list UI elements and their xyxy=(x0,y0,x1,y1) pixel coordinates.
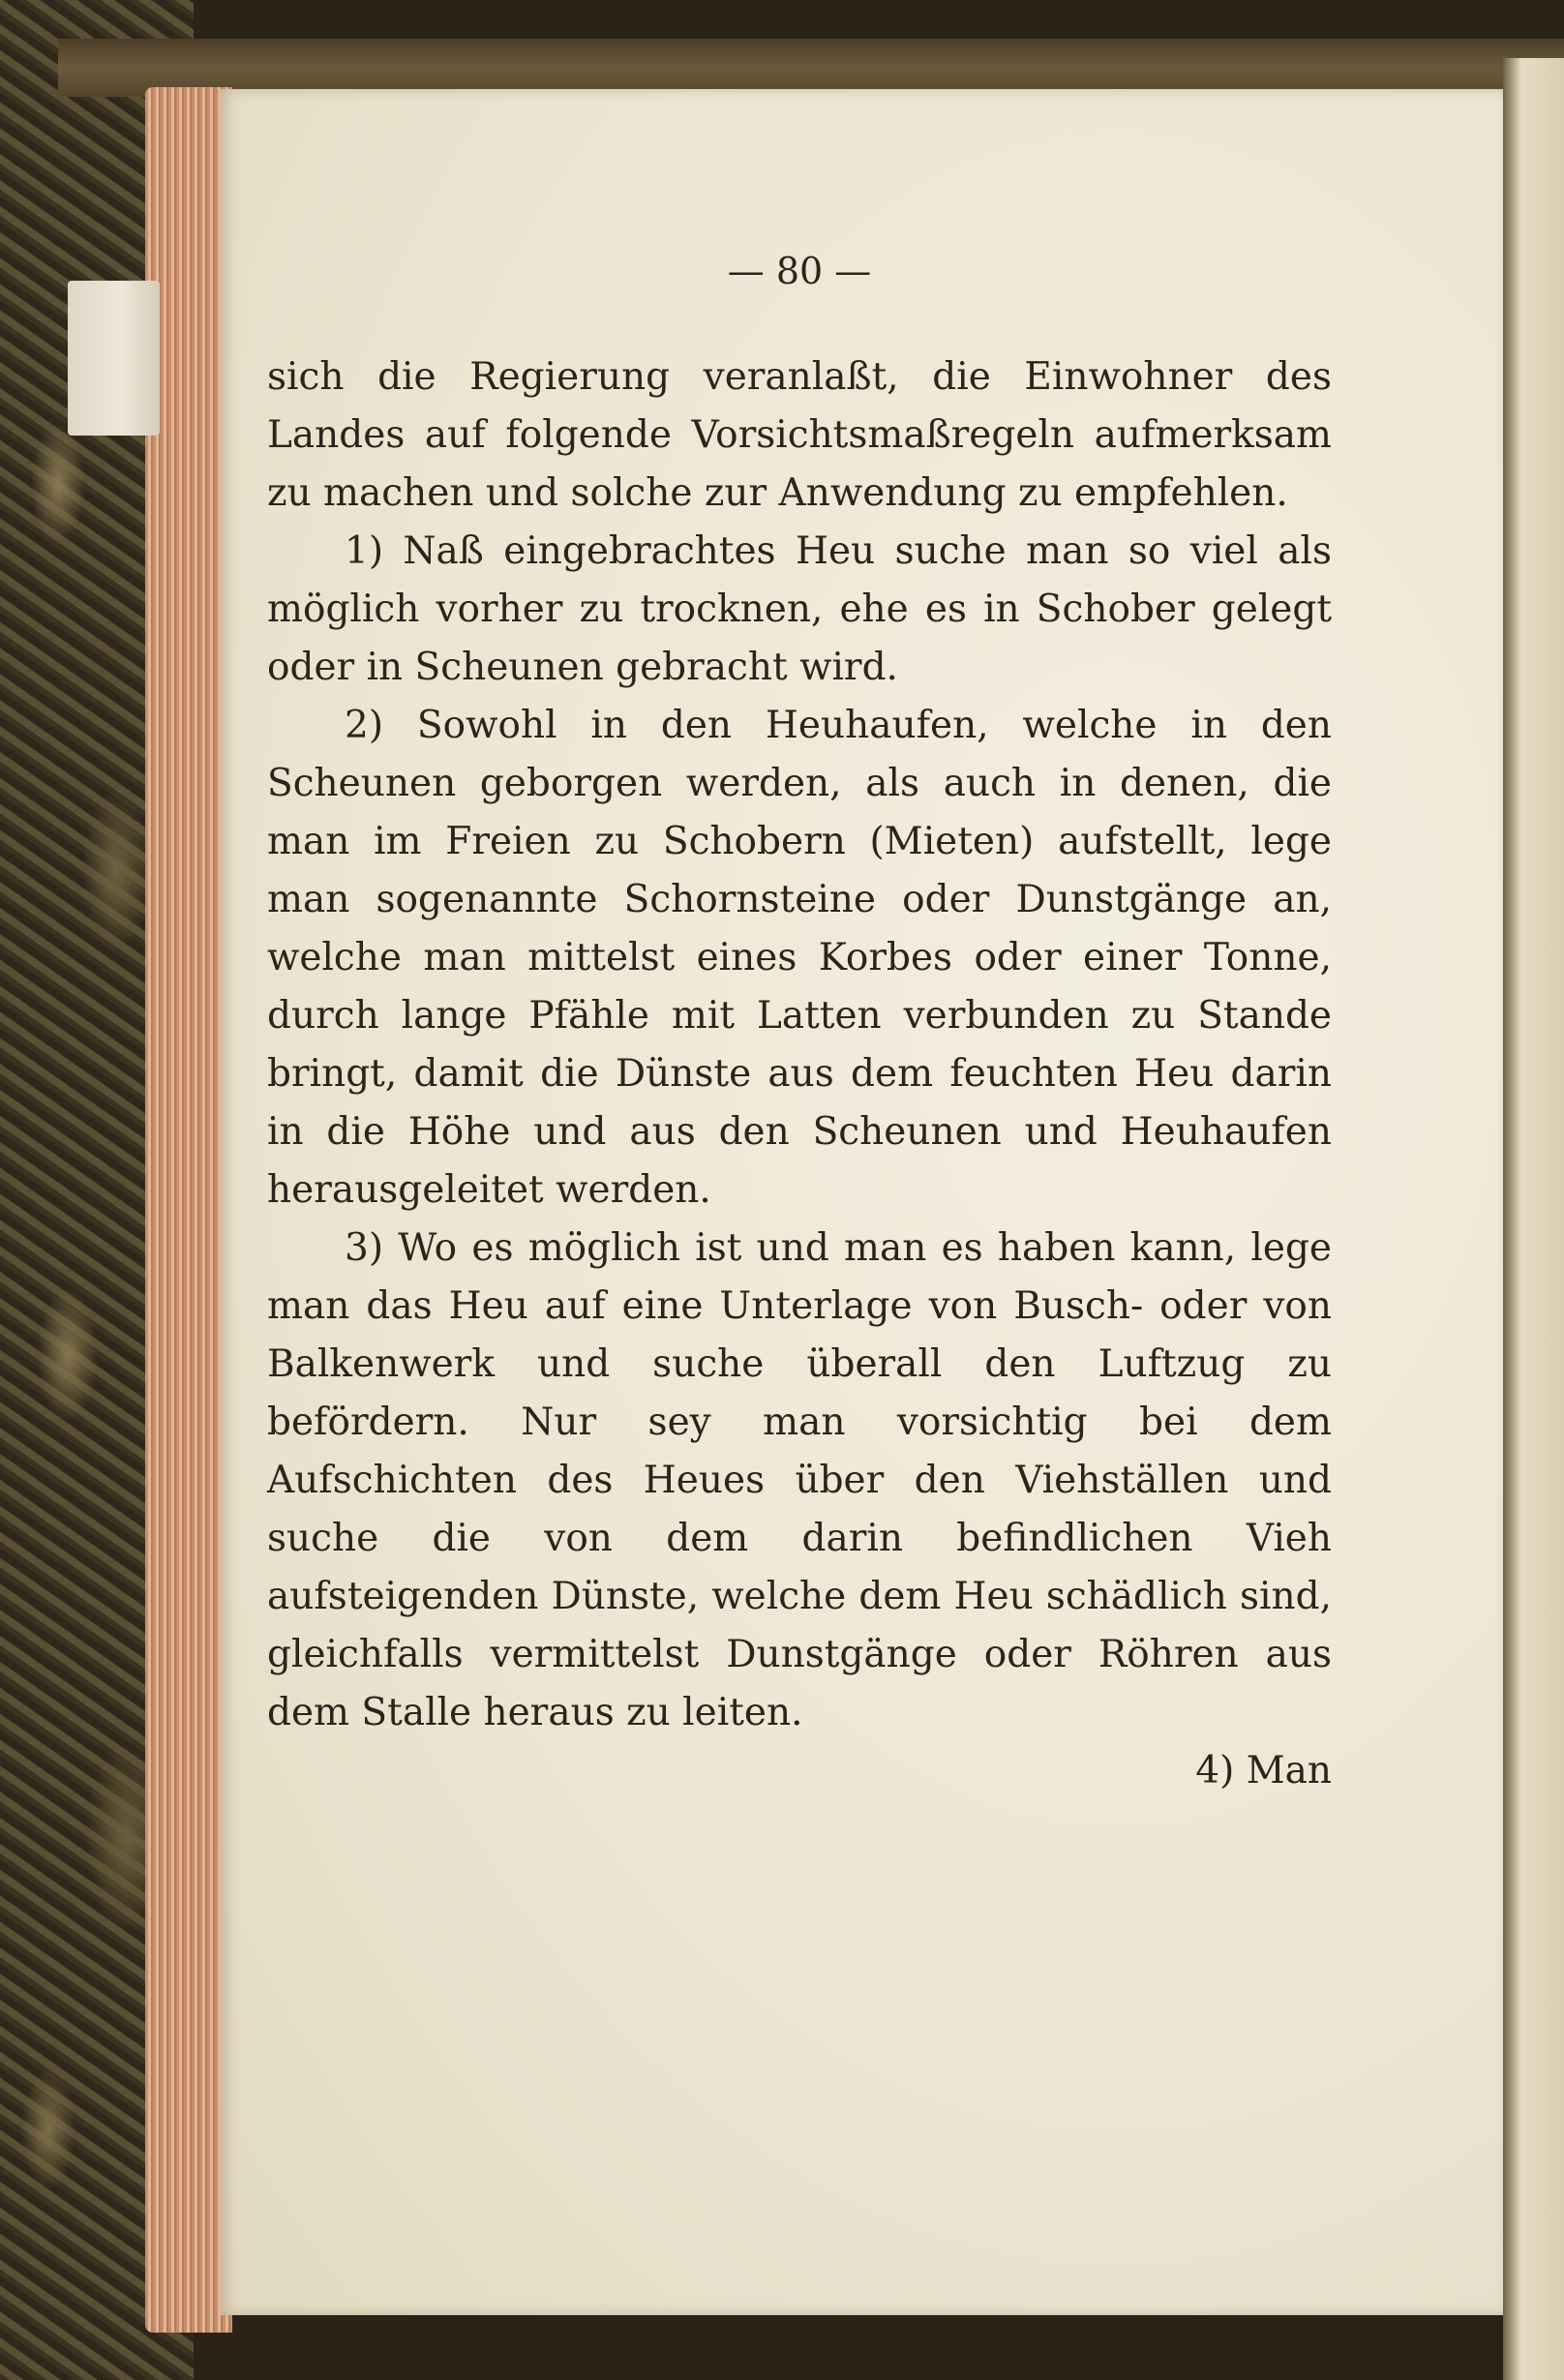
paragraph-continuation: sich die Regierung veranlaßt, die Einwohner des Landes auf folgende Vorsichtsmaßregeln aufmerksam zu machen und solche zur Anwendung zu empfehlen. xyxy=(267,355,1332,515)
bookmark-tab xyxy=(68,281,160,436)
paragraph-item-1: 1) Naß eingebrachtes Heu suche man so viel als möglich vorher zu trocknen, ehe es in Schober gelegt oder in Scheunen gebracht wird. xyxy=(267,529,1332,689)
paragraph-item-3: 3) Wo es möglich ist und man es haben kann, lege man das Heu auf eine Unterlage von Busch- oder von Balkenwerk und suche überall den Luftzug zu befördern. Nur sey man vorsichtig bei dem Aufschichten des Heues über den Viehställen und suche die von dem darin befindlichen Vieh aufsteigenden Dünste, welche dem Heu schädlich sind, gleichfalls vermittelst Dunstgänge oder Röhren aus dem Stalle heraus zu leiten. xyxy=(267,1226,1332,1734)
paragraph-item-2: 2) Sowohl in den Heuhaufen, welche in den Scheunen geborgen werden, als auch in denen, die man im Freien zu Schobern (Mieten) aufstellt, lege man sogenannte Schornsteine oder Dunstgänge an, welche man mittelst eines Korbes oder einer Tonne, durch lange Pfähle mit Latten verbunden zu Stande bringt, damit die Dünste aus dem feuchten Heu darin in die Höhe und aus den Scheunen und Heuhaufen herausgeleitet werden. xyxy=(267,704,1332,1212)
paragraphs xyxy=(267,348,1332,1800)
cover-top-edge xyxy=(58,39,1564,97)
adjacent-page-edge xyxy=(1503,58,1564,2380)
catchword: 4) Man xyxy=(1195,1749,1332,1793)
page-number: — 80 — xyxy=(727,250,872,292)
